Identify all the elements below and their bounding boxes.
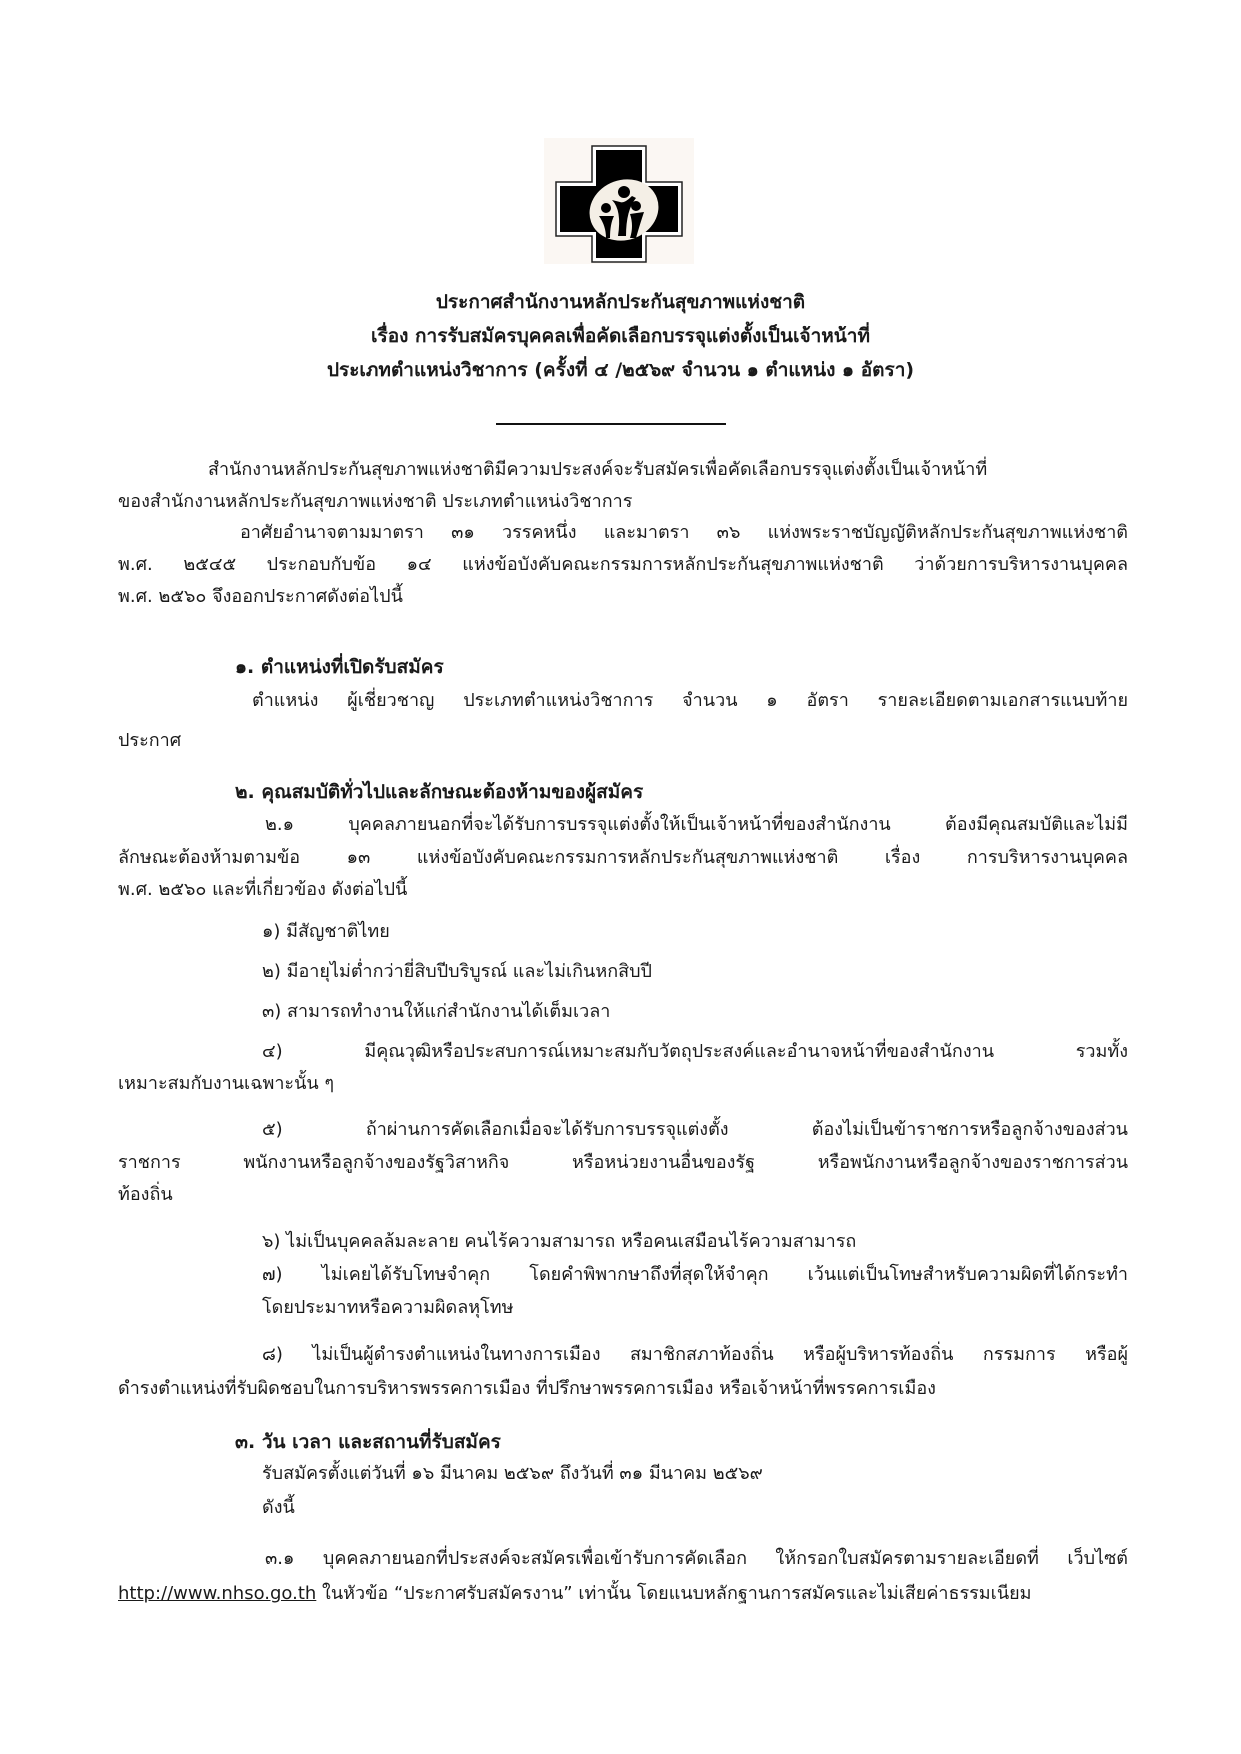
intro-paragraph-2-line-1: อาศัยอำนาจตามมาตรา ๓๑ วรรคหนึ่ง และมาตรา ๓๖ แห่งพระราชบัญญัติหลักประกันสุขภาพแห่งชาติ xyxy=(240,522,1128,543)
section-3-1-line-2 xyxy=(118,1582,1032,1606)
qualification-item-8-line-2: ดำรงตำแหน่งที่รับผิดชอบในการบริหารพรรคการเมือง ที่ปรึกษาพรรคการเมือง หรือเจ้าหน้าที่พรรคการเมือง xyxy=(118,1378,936,1399)
announcement-subject: เรื่อง การรับสมัครบุคคลเพื่อคัดเลือกบรรจุแต่งตั้งเป็นเจ้าหน้าที่ xyxy=(371,325,870,347)
application-period: รับสมัครตั้งแต่วันที่ ๑๖ มีนาคม ๒๕๖๙ ถึงวันที่ ๓๑ มีนาคม ๒๕๖๙ xyxy=(262,1463,763,1484)
section-2-heading: ๒. คุณสมบัติทั่วไปและลักษณะต้องห้ามของผู้สมัคร xyxy=(235,781,644,803)
medical-cross-icon xyxy=(544,138,694,264)
section-1-heading: ๑. ตำแหน่งที่เปิดรับสมัคร xyxy=(235,656,444,678)
title-divider xyxy=(496,423,726,425)
section-1-line-2: ประกาศ xyxy=(118,730,182,751)
section-1-line-1: ตำแหน่ง ผู้เชี่ยวชาญ ประเภทตำแหน่งวิชาการ จำนวน ๑ อัตรา รายละเอียดตามเอกสารแนบท้าย xyxy=(252,690,1128,711)
qualification-item-5-line-3: ท้องถิ่น xyxy=(118,1184,173,1205)
section-2-1-line-3: พ.ศ. ๒๕๖๐ และที่เกี่ยวข้อง ดังต่อไปนี้ xyxy=(118,879,408,900)
qualification-item-6: ๖) ไม่เป็นบุคคลล้มละลาย คนไร้ความสามารถ หรือคนเสมือนไร้ความสามารถ xyxy=(262,1231,857,1252)
intro-paragraph-1-line-1: สำนักงานหลักประกันสุขภาพแห่งชาติมีความประสงค์จะรับสมัครเพื่อคัดเลือกบรรจุแต่งตั้งเป็นเจ้าหน้าที่ xyxy=(208,459,988,480)
qualification-item-5-line-1: ๕) ถ้าผ่านการคัดเลือกเมื่อจะได้รับการบรรจุแต่งตั้ง ต้องไม่เป็นข้าราชการหรือลูกจ้างของส่วน xyxy=(262,1119,1128,1140)
qualification-item-4-line-1: ๔) มีคุณวุฒิหรือประสบการณ์เหมาะสมกับวัตถุประสงค์และอำนาจหน้าที่ของสำนักงาน รวมทั้ง xyxy=(262,1041,1128,1062)
nhso-logo xyxy=(544,138,694,264)
announcement-type: ประเภทตำแหน่งวิชาการ (ครั้งที่ ๔ /๒๕๖๙ จำนวน ๑ ตำแหน่ง ๑ อัตรา) xyxy=(326,359,915,381)
intro-paragraph-2-line-2: พ.ศ. ๒๕๔๕ ประกอบกับข้อ ๑๔ แห่งข้อบังคับคณะกรรมการหลักประกันสุขภาพแห่งชาติ ว่าด้วยการบริหารงานบุคคล xyxy=(118,554,1128,575)
intro-paragraph-1-line-2: ของสำนักงานหลักประกันสุขภาพแห่งชาติ ประเภทตำแหน่งวิชาการ xyxy=(118,491,633,512)
qualification-item-2: ๒) มีอายุไม่ต่ำกว่ายี่สิบปีบริบูรณ์ และไม่เกินหกสิบปี xyxy=(262,961,652,982)
announcement-title: ประกาศสำนักงานหลักประกันสุขภาพแห่งชาติ xyxy=(435,291,806,313)
intro-paragraph-2-line-3: พ.ศ. ๒๕๖๐ จึงออกประกาศดังต่อไปนี้ xyxy=(118,586,403,607)
qualification-item-1: ๑) มีสัญชาติไทย xyxy=(262,921,390,942)
qualification-item-5-line-2: ราชการ พนักงานหรือลูกจ้างของรัฐวิสาหกิจ หรือหน่วยงานอื่นของรัฐ หรือพนักงานหรือลูกจ้างของราชการส่วน xyxy=(118,1152,1128,1173)
section-2-1-line-1: ๒.๑ บุคคลภายนอกที่จะได้รับการบรรจุแต่งตั้งให้เป็นเจ้าหน้าที่ของสำนักงาน ต้องมีคุณสมบัติและไม่มี xyxy=(265,814,1128,835)
qualification-item-7-line-2: โดยประมาทหรือความผิดลหุโทษ xyxy=(262,1297,514,1318)
qualification-item-7-line-1: ๗) ไม่เคยได้รับโทษจำคุก โดยคำพิพากษาถึงที่สุดให้จำคุก เว้นแต่เป็นโทษสำหรับความผิดที่ได้กระทำ xyxy=(262,1264,1128,1285)
section-3-heading: ๓. วัน เวลา และสถานที่รับสมัคร xyxy=(235,1431,501,1453)
qualification-item-3: ๓) สามารถทำงานให้แก่สำนักงานได้เต็มเวลา xyxy=(262,1001,611,1022)
qualification-item-8-line-1: ๘) ไม่เป็นผู้ดำรงตำแหน่งในทางการเมือง สมาชิกสภาท้องถิ่น หรือผู้บริหารท้องถิ่น กรรมการ หรือผู้ xyxy=(262,1344,1128,1365)
nhso-website-link[interactable]: http://www.nhso.go.th xyxy=(118,1583,317,1604)
qualification-item-4-line-2: เหมาะสมกับงานเฉพาะนั้น ๆ xyxy=(118,1073,335,1094)
section-3-as-follows: ดังนี้ xyxy=(262,1497,295,1518)
section-3-1-line-2-text: ในหัวข้อ “ประกาศรับสมัครงาน” เท่านั้น โดยแนบหลักฐานการสมัครและไม่เสียค่าธรรมเนียม xyxy=(316,1583,1032,1604)
section-2-1-line-2: ลักษณะต้องห้ามตามข้อ ๑๓ แห่งข้อบังคับคณะกรรมการหลักประกันสุขภาพแห่งชาติ เรื่อง การบริหารงานบุคคล xyxy=(118,847,1128,868)
section-3-1-line-1: ๓.๑ บุคคลภายนอกที่ประสงค์จะสมัครเพื่อเข้ารับการคัดเลือก ให้กรอกใบสมัครตามรายละเอียดที่ เว็บไซต์ xyxy=(265,1548,1128,1569)
